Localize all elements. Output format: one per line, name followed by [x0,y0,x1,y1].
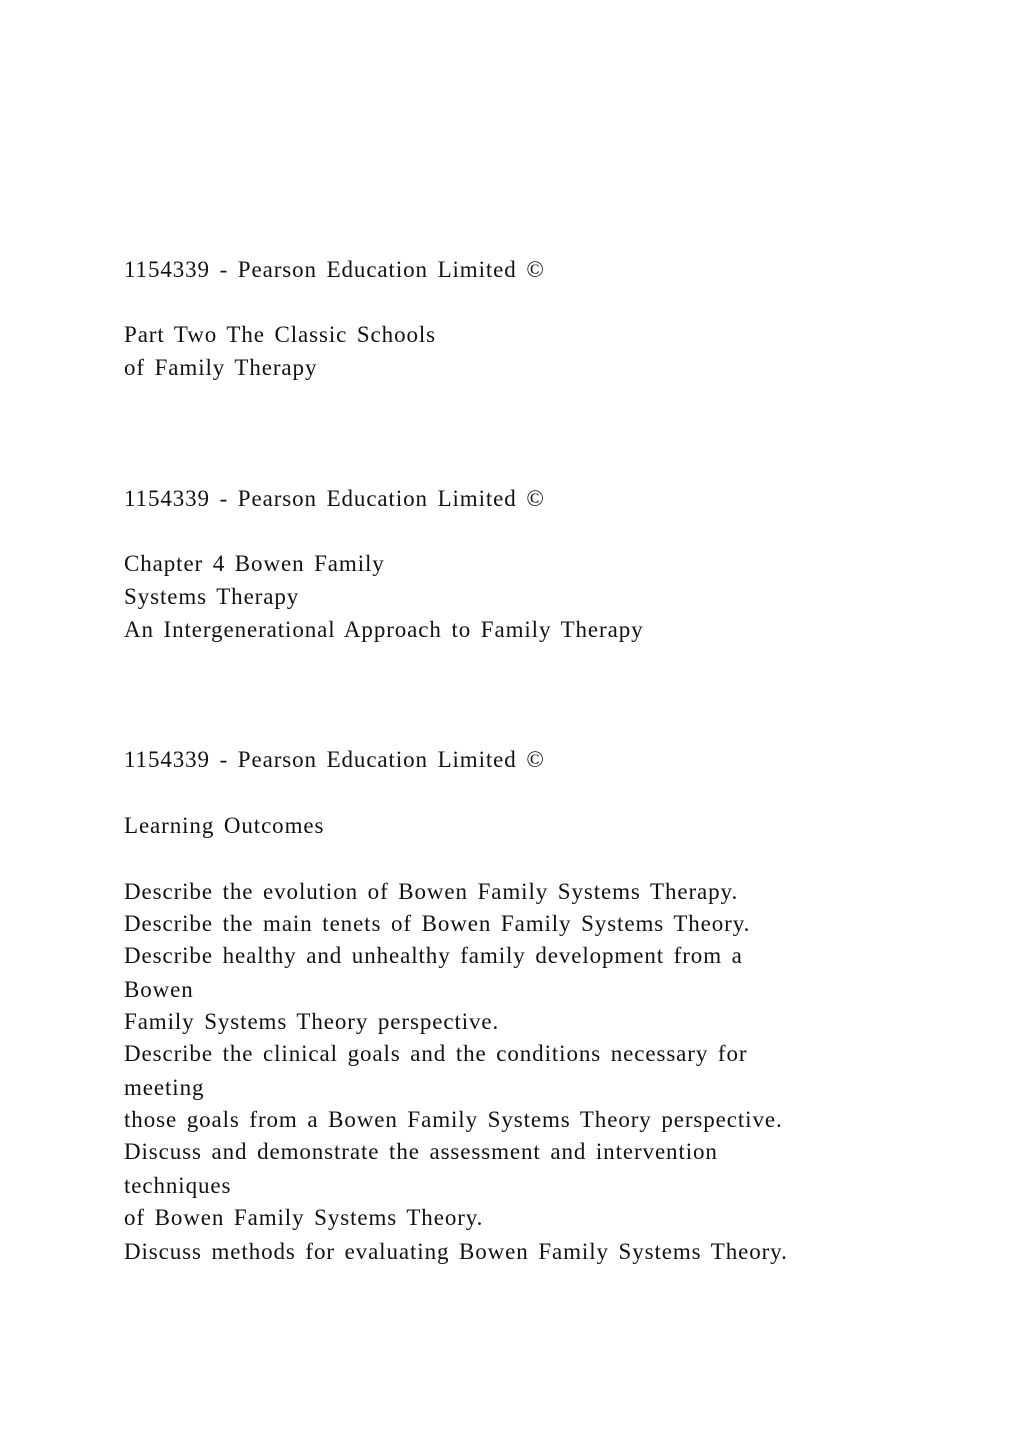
outcome-line: Family Systems Theory perspective. [124,1009,500,1034]
chapter-subtitle: An Intergenerational Approach to Family Therapy [124,617,644,642]
outcome-line: Describe healthy and unhealthy family development from a [124,943,743,968]
outcome-line: Bowen [124,977,194,1002]
copyright-notice: 1154339 - Pearson Education Limited © [124,747,545,772]
part-title-line: Part Two The Classic Schools [124,322,437,347]
copyright-notice: 1154339 - Pearson Education Limited © [124,257,545,282]
outcome-line: Discuss and demonstrate the assessment and intervention [124,1139,718,1164]
outcome-line: Describe the clinical goals and the conditions necessary for [124,1041,748,1066]
outcome-line: Discuss methods for evaluating Bowen Family Systems Theory. [124,1239,788,1264]
part-title-line: of Family Therapy [124,355,318,380]
outcome-line: of Bowen Family Systems Theory. [124,1205,484,1230]
outcome-line: techniques [124,1173,232,1198]
chapter-title-line: Chapter 4 Bowen Family [124,551,385,576]
outcome-line: those goals from a Bowen Family Systems Theory perspective. [124,1107,783,1132]
outcome-line: meeting [124,1075,205,1100]
copyright-notice: 1154339 - Pearson Education Limited © [124,486,545,511]
outcome-line: Describe the evolution of Bowen Family Systems Therapy. [124,879,739,904]
outcome-line: Describe the main tenets of Bowen Family Systems Theory. [124,911,751,936]
learning-outcomes-heading: Learning Outcomes [124,813,325,838]
chapter-title-line: Systems Therapy [124,584,300,609]
